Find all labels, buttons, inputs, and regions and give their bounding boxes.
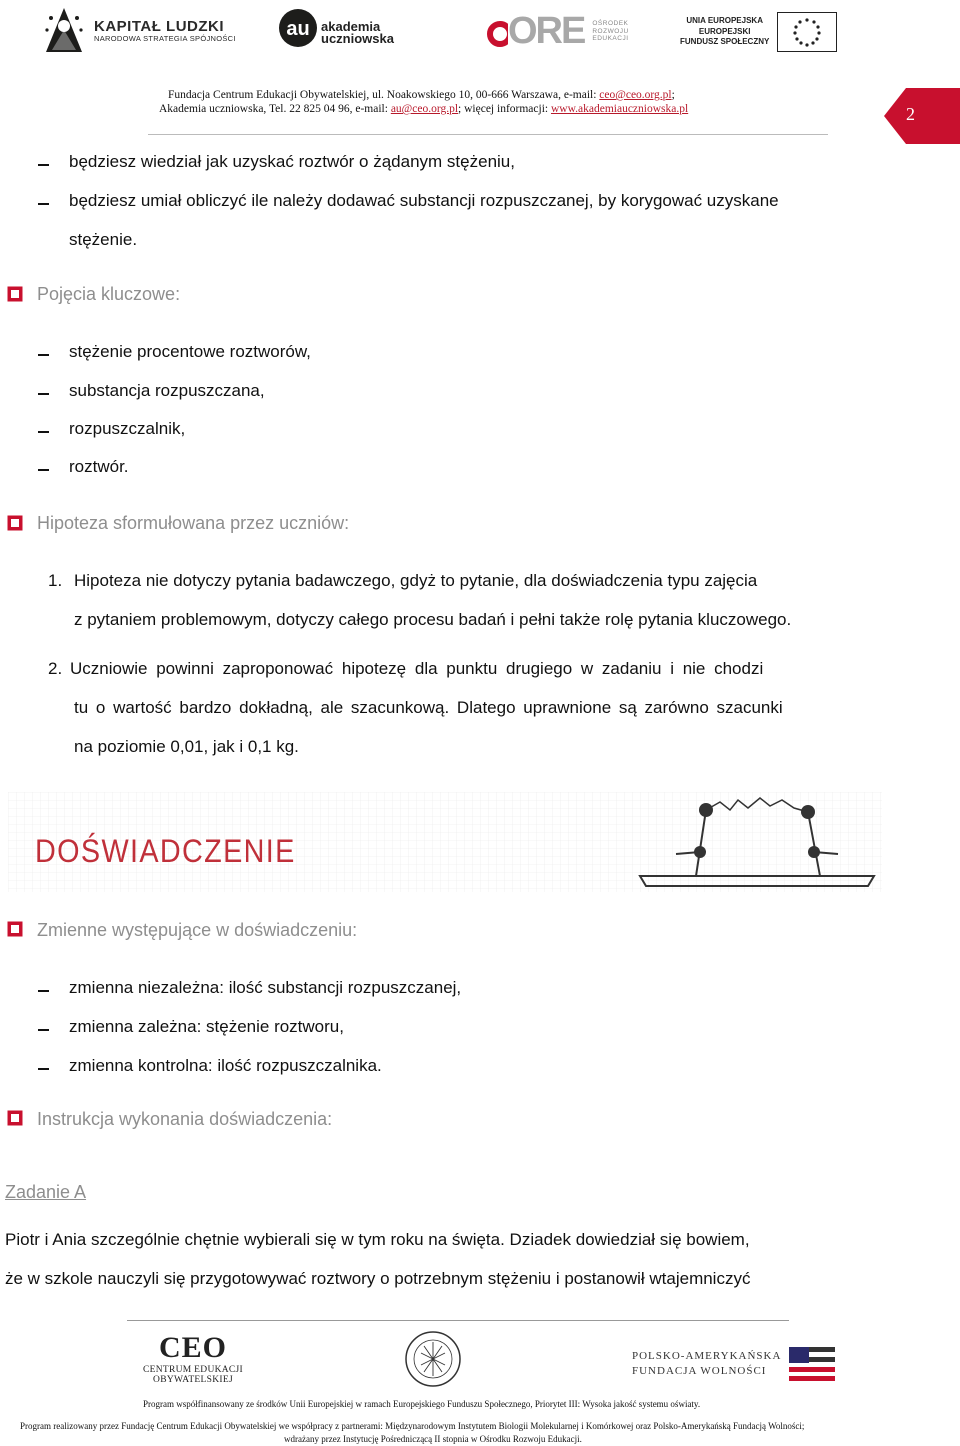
- ore-logo: [486, 10, 629, 53]
- footer-divider: [127, 1320, 789, 1321]
- svg-text:au: au: [286, 18, 310, 40]
- hypothesis-item-1-line-1: Hipoteza nie dotyczy pytania badawczego, gdyż to pytanie, dla doświadczenia typu zajęcia: [74, 571, 758, 590]
- au-line-2: uczniowska: [321, 31, 394, 46]
- iimcb-seal-icon: [404, 1330, 462, 1388]
- dash-marker: [38, 469, 49, 471]
- header-line-1-text: Fundacja Centrum Edukacji Obywatelskiej, ul. Noakowskiego 10, 00-666 Warszawa, e-mail:: [168, 89, 600, 101]
- ue-line-1: UNIA EUROPEJSKA: [686, 15, 763, 25]
- page-number-badge: [884, 88, 960, 144]
- website-link[interactable]: www.akademiauczniowska.pl: [550, 103, 689, 115]
- task-line-2: że w szkole nauczyli się przygotowywać roztwory o potrzebnym stężeniu i postanowił wtajemniczyć: [5, 1269, 751, 1288]
- eu-flag-icon: [777, 12, 837, 52]
- ore-sub-2: ROZWOJU: [592, 27, 629, 35]
- header-line-2: [159, 103, 688, 115]
- ore-mark: ORE: [508, 10, 585, 52]
- kapital-ludzki-emblem-icon: [42, 6, 86, 56]
- square-bullet-icon: [7, 921, 23, 937]
- key-concepts-heading: Pojęcia kluczowe:: [37, 284, 181, 304]
- kapital-ludzki-logo: [42, 6, 236, 56]
- intro-item-2: będziesz umiał obliczyć ile należy dodawać substancji rozpuszczanej, by korygować uzyskane: [69, 191, 779, 210]
- ue-line-2: EUROPEJSKI: [698, 26, 751, 36]
- dash-marker: [38, 203, 49, 205]
- hypothesis-item-2-line-3: na poziomie 0,01, jak i 0,1 kg.: [74, 737, 299, 756]
- dash-marker: [38, 393, 49, 395]
- ue-efs-logo: [680, 12, 837, 52]
- dash-marker: [38, 990, 49, 992]
- dash-marker: [38, 431, 49, 433]
- paw-line-1: POLSKO-AMERYKAŃSKA: [632, 1350, 782, 1363]
- variable-item: zmienna zależna: stężenie roztworu,: [69, 1017, 344, 1036]
- square-bullet-icon: [7, 1110, 23, 1126]
- kapital-ludzki-title: KAPITAŁ LUDZKI: [94, 18, 225, 36]
- header-line-1: [168, 89, 675, 101]
- dash-marker: [38, 354, 49, 356]
- au-mark-icon: [278, 8, 318, 48]
- dash-marker: [38, 1068, 49, 1070]
- au-email-link[interactable]: au@ceo.org.pl: [390, 103, 459, 115]
- square-bullet-icon: [7, 515, 23, 531]
- dash-marker: [38, 164, 49, 166]
- hypothesis-heading: Hipoteza sformułowana przez uczniów:: [37, 513, 350, 533]
- ceo-email-link[interactable]: ceo@ceo.org.pl: [599, 89, 672, 101]
- ceo-logo-mark: CEO: [158, 1331, 227, 1364]
- header-divider: [148, 134, 828, 135]
- paw-flag-icon: [789, 1347, 835, 1381]
- concept-item: rozpuszczalnik,: [69, 419, 186, 438]
- kapital-ludzki-subtitle: NARODOWA STRATEGIA SPÓJNOŚCI: [94, 33, 236, 43]
- hypothesis-item-2-line-1: Uczniowie powinni zaproponować hipotezę dla punktu drugiego w zadaniu i nie chodzi: [70, 659, 764, 678]
- variable-item: zmienna niezależna: ilość substancji rozpuszczanej,: [69, 978, 462, 997]
- task-line-1: Piotr i Ania szczególnie chętnie wybierali się w tym roku na święta. Dziadek dowiedział się bowiem,: [5, 1230, 750, 1249]
- concept-item: substancja rozpuszczana,: [69, 381, 265, 400]
- intro-item-1: będziesz wiedział jak uzyskać roztwór o żądanym stężeniu,: [69, 152, 515, 171]
- square-bullet-icon: [7, 286, 23, 302]
- ue-line-3: FUNDUSZ SPOŁECZNY: [680, 37, 770, 47]
- intro-item-2-cont: stężenie.: [69, 230, 138, 249]
- instructions-heading: Instrukcja wykonania doświadczenia:: [37, 1109, 333, 1129]
- task-title: Zadanie A: [5, 1182, 87, 1202]
- concept-item: roztwór.: [69, 457, 129, 476]
- ceo-logo: [128, 1331, 258, 1385]
- concept-item: stężenie procentowe roztworów,: [69, 342, 311, 361]
- footer-line-1: Program współfinansowany ze środków Unii Europejskiej w ramach Europejskiego Funduszu Społecznego, Priorytet III: Wysoka jakość systemu oświaty.: [143, 1399, 701, 1409]
- hypothesis-item-2-number: 2.: [48, 659, 63, 678]
- experiment-banner-title: DOŚWIADCZENIE: [35, 833, 296, 870]
- footer-line-2: Program realizowany przez Fundację Centrum Edukacji Obywatelskiej we współpracy z partnerami: Międzynarodowym Instytutem Biologii Molekularnej i Komórkowej oraz Polsko-Amerykańską Fundacją Wolności;: [20, 1421, 805, 1431]
- hypothesis-item-2-line-2: tu o wartość bardzo dokładną, ale szacunkową. Dlatego uprawnione są zarówno szacunki: [74, 698, 783, 717]
- ore-circle-icon: [486, 12, 508, 52]
- dash-marker: [38, 1029, 49, 1031]
- hypothesis-item-1-number: 1.: [48, 571, 63, 590]
- paw-logo: [632, 1347, 835, 1381]
- ore-sub-3: EDUKACJI: [592, 35, 629, 43]
- footer-line-3: wdrażany przez Instytucję Pośredniczącą II stopnia w Ośrodku Rozwoju Edukacji.: [284, 1434, 582, 1444]
- paw-line-2: FUNDACJA WOLNOŚCI: [632, 1365, 767, 1377]
- hypothesis-item-1-line-2: z pytaniem problemowym, dotyczy całego procesu badań i pełni także rolę pytania kluczowego.: [74, 610, 792, 629]
- au-line-1: akademia: [321, 18, 381, 34]
- akademia-uczniowska-logo: [278, 8, 394, 48]
- ceo-logo-name: CENTRUM EDUKACJI OBYWATELSKIEJ: [142, 1365, 244, 1385]
- experiment-banner: [8, 792, 882, 892]
- variable-item: zmienna kontrolna: ilość rozpuszczalnika.: [69, 1056, 382, 1075]
- header-line-1-end: ;: [671, 89, 675, 101]
- page-number: 2: [906, 104, 915, 124]
- header-line-2-text: Akademia uczniowska, Tel. 22 825 04 96, e-mail:: [159, 103, 391, 115]
- ore-sub-1: OŚRODEK: [592, 20, 629, 28]
- header-line-2-mid: ; więcej informacji:: [458, 103, 551, 115]
- variables-heading: Zmienne występujące w doświadczeniu:: [37, 920, 358, 940]
